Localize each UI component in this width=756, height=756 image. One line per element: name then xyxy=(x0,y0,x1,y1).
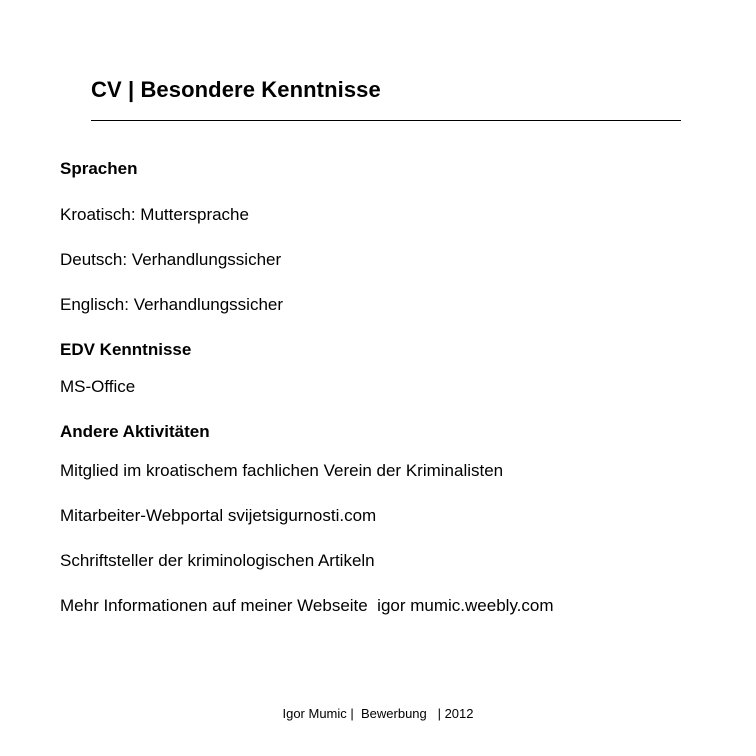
section-heading-activities: Andere Aktivitäten xyxy=(60,422,210,441)
activity-item: Mitarbeiter-Webportal svijetsigurnosti.com xyxy=(60,506,377,525)
activity-item: Schriftsteller der kriminologischen Artikeln xyxy=(60,551,375,570)
title-divider xyxy=(91,120,681,121)
section-heading-languages: Sprachen xyxy=(60,159,138,178)
language-item: Englisch: Verhandlungssicher xyxy=(60,295,284,314)
page-footer: Igor Mumic | Bewerbung | 2012 xyxy=(282,706,474,721)
it-skill-item: MS-Office xyxy=(60,377,136,396)
page-title: CV | Besondere Kenntnisse xyxy=(91,77,381,102)
section-heading-it-skills: EDV Kenntnisse xyxy=(60,340,192,359)
language-item: Kroatisch: Muttersprache xyxy=(60,205,249,224)
activity-item: Mitglied im kroatischem fachlichen Verein der Kriminalisten xyxy=(60,461,504,480)
activity-item: Mehr Informationen auf meiner Webseite igor mumic.weebly.com xyxy=(60,596,554,615)
language-item: Deutsch: Verhandlungssicher xyxy=(60,250,282,269)
